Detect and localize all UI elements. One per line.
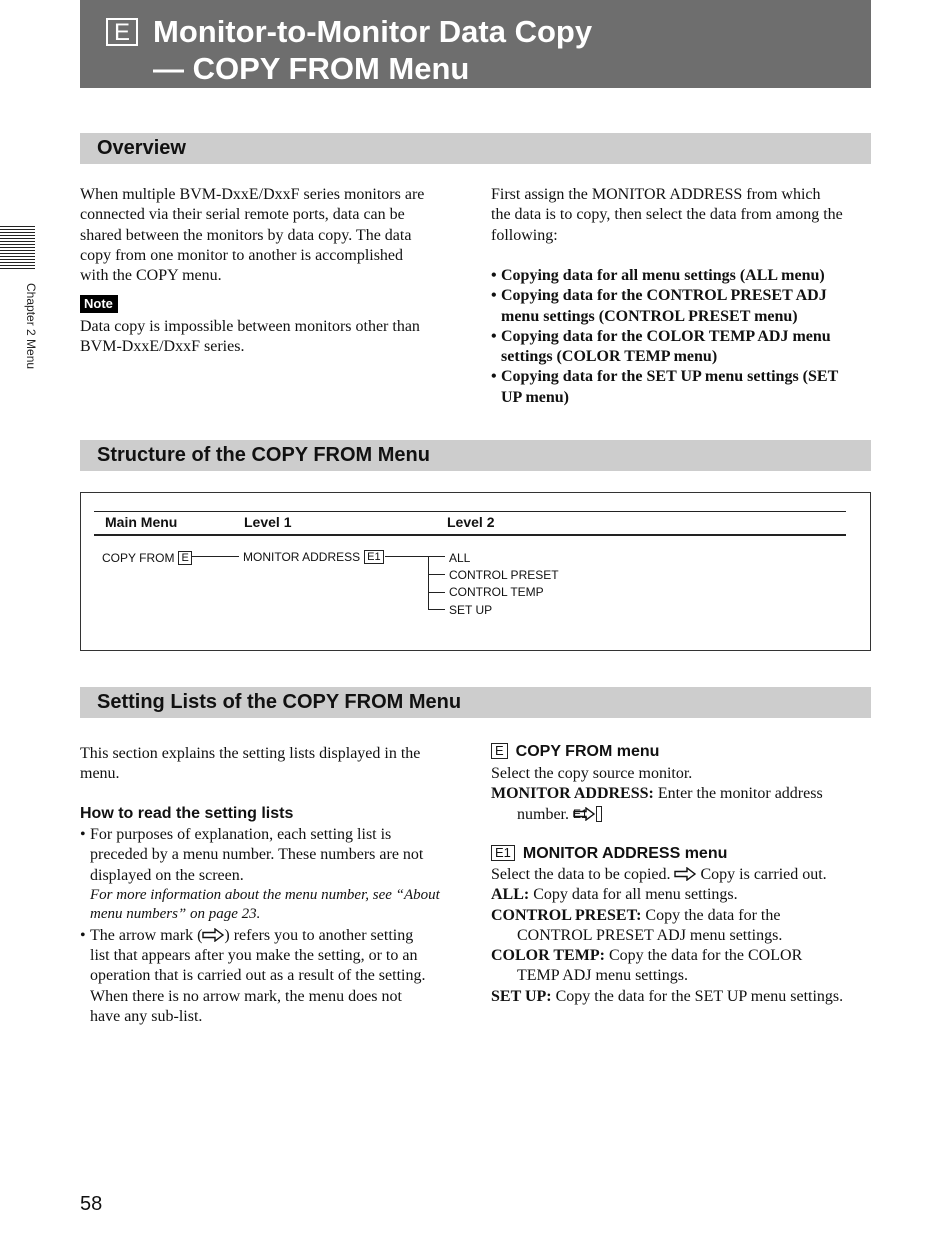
setting-item-text: Copy the data for the COLOR bbox=[608, 947, 803, 965]
diagram-top-rule bbox=[94, 511, 846, 512]
list-item: • For purposes of explanation, each setting list is preceded by a menu number. These numbers are not displayed on the screen. For more information about the menu number, see “About menu numbers” on page 23. bbox=[80, 825, 470, 924]
setting-item-text: Copy data for all menu settings. bbox=[533, 886, 738, 904]
list-item: • The arrow mark ( ) refers you to another setting list that appears after you make the setting, or to an operation that is carried out as a result of the setting. When there is no arrow mark, the menu does not have any sub-list. bbox=[80, 926, 470, 1027]
setting-item-text: Enter the monitor address bbox=[657, 785, 823, 803]
overview-right-text bbox=[491, 185, 876, 246]
setting-item-label: SET UP: bbox=[491, 987, 552, 1005]
page-number: 58 bbox=[80, 1193, 103, 1215]
diagram-header-rule bbox=[94, 534, 846, 536]
text-line: Data copy is impossible between monitors other than bbox=[80, 318, 420, 335]
menu-number-tag: E bbox=[178, 551, 191, 565]
chapter-label: Chapter 2 Menu bbox=[24, 283, 38, 370]
overview-heading: Overview bbox=[97, 137, 186, 159]
overview-left-text bbox=[80, 185, 460, 286]
text-line: BVM-DxxE/DxxF series. bbox=[80, 338, 245, 356]
list-item-text: Copying data for the COLOR TEMP ADJ menu bbox=[501, 327, 831, 345]
text-fragment: Select the data to be copied. bbox=[491, 866, 671, 883]
setting-item-label: MONITOR ADDRESS: bbox=[491, 785, 654, 803]
main-menu-label: COPY FROM bbox=[102, 551, 175, 565]
setting-item-label: COLOR TEMP: bbox=[491, 947, 605, 965]
menu-letter-box: E bbox=[106, 18, 138, 46]
list-item-text: menu settings (CONTROL PRESET menu) bbox=[501, 307, 798, 325]
list-item-text: Copying data for the SET UP menu settings (SET bbox=[501, 368, 839, 386]
arrow-right-icon bbox=[202, 928, 224, 942]
reference-note-line: menu numbers” on page 23. bbox=[90, 905, 261, 922]
list-item-text: Copying data for the CONTROL PRESET ADJ bbox=[501, 287, 827, 305]
branch-line bbox=[428, 556, 445, 557]
menu-number-tag: E bbox=[491, 743, 508, 759]
setting-item bbox=[491, 987, 881, 1007]
main-menu-item bbox=[102, 551, 192, 565]
page-banner bbox=[80, 0, 871, 88]
level2-item: SET UP bbox=[449, 603, 493, 617]
chapter-tab-marker bbox=[0, 226, 35, 271]
setting-item bbox=[491, 906, 881, 947]
submenu-link-tag: E1 bbox=[596, 806, 602, 822]
setting-item bbox=[491, 885, 881, 905]
list-item: • Copying data for the COLOR TEMP ADJ menu settings (COLOR TEMP menu) bbox=[491, 327, 831, 366]
text-line: When multiple BVM-DxxE/DxxF series monitors are bbox=[80, 186, 425, 203]
level2-item: ALL bbox=[449, 551, 471, 565]
menu-number-tag: E1 bbox=[364, 550, 383, 564]
how-to-read-heading: How to read the setting lists bbox=[80, 805, 294, 822]
branch-line bbox=[428, 609, 445, 610]
level2-item: CONTROL PRESET bbox=[449, 568, 559, 582]
copy-from-menu-title: COPY FROM menu bbox=[515, 743, 660, 760]
setting-item-label: ALL: bbox=[491, 886, 530, 904]
list-item-text: Copying data for all menu settings (ALL menu) bbox=[501, 267, 825, 284]
text-fragment: The arrow mark ( bbox=[90, 926, 203, 944]
level2-item: CONTROL TEMP bbox=[449, 585, 544, 599]
monitor-address-menu-title: MONITOR ADDRESS menu bbox=[522, 845, 728, 862]
level1-label: MONITOR ADDRESS bbox=[243, 550, 361, 564]
text-line: with the COPY menu. bbox=[80, 267, 222, 285]
text-line: shared between the monitors by data copy. The data bbox=[80, 226, 412, 244]
connector-line bbox=[192, 556, 239, 557]
copy-from-menu-heading bbox=[491, 743, 659, 761]
text-line: When there is no arrow mark, the menu does not bbox=[90, 987, 402, 1005]
text-line: copy from one monitor to another is accomplished bbox=[80, 246, 404, 264]
reference-note-line: For more information about the menu number, see “About bbox=[90, 886, 440, 903]
setting-item-text: TEMP ADJ menu settings. bbox=[517, 967, 688, 985]
settings-heading: Setting Lists of the COPY FROM Menu bbox=[97, 691, 462, 713]
text-line: the data is to copy, then select the data from among the bbox=[491, 206, 843, 224]
list-item: • Copying data for the SET UP menu settings (SET UP menu) bbox=[491, 368, 839, 406]
how-to-read-list bbox=[80, 825, 470, 1027]
menu-number-tag: E1 bbox=[491, 845, 515, 861]
list-item-text: settings (COLOR TEMP menu) bbox=[501, 348, 718, 366]
branch-line bbox=[428, 592, 445, 593]
text-line: have any sub-list. bbox=[90, 1008, 203, 1026]
page-title-line1: Monitor-to-Monitor Data Copy bbox=[153, 14, 593, 49]
setting-item bbox=[491, 784, 876, 825]
setting-item-label: CONTROL PRESET: bbox=[491, 906, 642, 924]
col-level1: Level 1 bbox=[244, 514, 292, 530]
list-item: • Copying data for the CONTROL PRESET ADJ menu settings (CONTROL PRESET menu) bbox=[491, 287, 827, 325]
setting-item bbox=[491, 946, 881, 987]
text-line: menu. bbox=[80, 765, 120, 783]
text-line: This section explains the setting lists displayed in the bbox=[80, 745, 421, 762]
setting-item-text: CONTROL PRESET ADJ menu settings. bbox=[517, 926, 783, 944]
text-line: Select the copy source monitor. bbox=[491, 765, 693, 782]
text-fragment: Copy is carried out. bbox=[700, 866, 827, 883]
overview-heading-bar bbox=[80, 133, 871, 164]
text-line bbox=[90, 926, 470, 946]
text-line: list that appears after you make the setting, or to an bbox=[90, 947, 418, 965]
arrow-right-icon bbox=[674, 867, 696, 881]
list-item: • Copying data for all menu settings (ALL menu) bbox=[491, 267, 825, 284]
note-text bbox=[80, 317, 460, 358]
setting-item-text: Copy the data for the SET UP menu settings. bbox=[555, 987, 844, 1005]
text-line: connected via their serial remote ports, data can be bbox=[80, 206, 405, 224]
structure-heading: Structure of the COPY FROM Menu bbox=[97, 444, 430, 466]
text-line: displayed on the screen. bbox=[90, 866, 244, 884]
copy-options-list bbox=[491, 266, 876, 408]
menu-structure-diagram bbox=[80, 492, 871, 651]
monitor-address-menu-body bbox=[491, 865, 881, 1007]
copy-from-menu-body bbox=[491, 764, 876, 825]
list-item-text: UP menu) bbox=[501, 388, 569, 406]
settings-heading-bar bbox=[80, 687, 871, 718]
branch-line bbox=[428, 574, 445, 575]
page-title-line2: — COPY FROM Menu bbox=[153, 51, 470, 86]
setting-item-text: number. bbox=[517, 805, 569, 823]
text-line: preceded by a menu number. These numbers are not bbox=[90, 846, 424, 864]
note-label: Note bbox=[80, 295, 118, 313]
text-line: For purposes of explanation, each setting list is bbox=[90, 826, 392, 843]
branch-vertical bbox=[428, 556, 429, 610]
monitor-address-menu-heading bbox=[491, 845, 727, 863]
text-line: First assign the MONITOR ADDRESS from which bbox=[491, 186, 821, 203]
settings-intro bbox=[80, 744, 465, 785]
structure-heading-bar bbox=[80, 440, 871, 471]
col-level2: Level 2 bbox=[447, 514, 495, 530]
text-line bbox=[491, 865, 881, 885]
text-fragment: ) refers you to another setting bbox=[224, 926, 414, 944]
col-main-menu: Main Menu bbox=[105, 514, 178, 530]
level1-item bbox=[243, 550, 384, 564]
setting-item-text: Copy the data for the bbox=[645, 906, 781, 924]
text-line: operation that is carried out as a result of the setting. bbox=[90, 967, 426, 985]
text-line: following: bbox=[491, 226, 558, 244]
